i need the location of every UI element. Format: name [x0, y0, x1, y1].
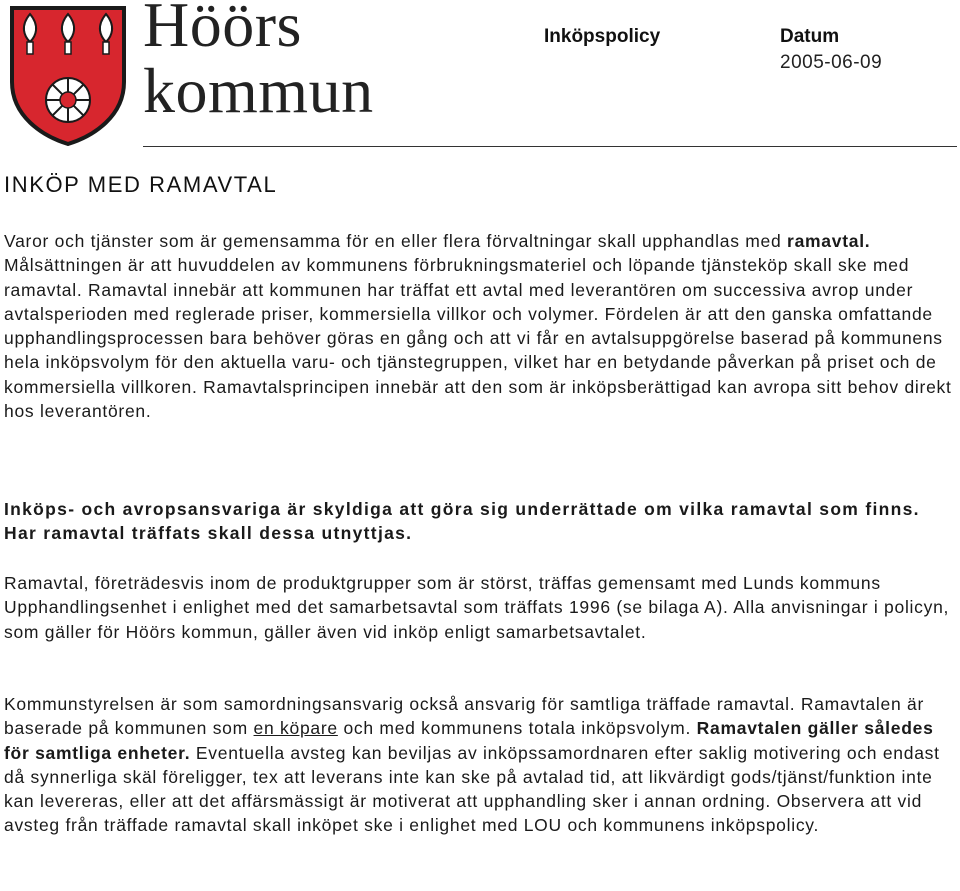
paragraph-cooperation: Ramavtal, företrädesvis inom de produktgrupper som är störst, träffas gemensamt med Lunds kommuns Upphandlingsenhet i enlighet med det samarbetsavtal som träffats 1996 (se bilaga A). Alla anvisningar i policyn, som gäller för Höörs kommun, gäller även vid inköp enligt samarbetsavtalet.: [4, 573, 950, 642]
text-run: Kommunstyrelsen är som samordningsansvarig också ansvarig för samtliga träffade ramavtal. Ramavtalen är baserade på kommunen som: [4, 694, 925, 739]
text-run: och med kommunens totala inköpsvolym.: [337, 718, 697, 739]
logo-subtitle: kommun: [143, 55, 374, 126]
text-run: Eventuella avsteg kan beviljas av inköpssamordnaren efter saklig motivering och endast då synnerliga skäl föreligger, tex att leverans inte kan ske på avtalad tid, att likvärdigt gods/tjänst/funktion inte kan levereras, eller att det affärsmässigt är motiverat att upphandling sker i annan ordning. Observera att vid avsteg från träffade ramavtal skall inköpet ske i enlighet med LOU och kommunens inköpspolicy.: [4, 742, 940, 836]
section-title: INKÖP MED RAMAVTAL: [4, 172, 278, 197]
header-divider: [143, 146, 957, 147]
paragraph-obligation: Inköps- och avropsansvariga är skyldiga att göra sig underrättade om vilka ramavtal som finns. Har ramavtal träffats skall dessa utnyttjas.: [4, 499, 920, 544]
document-type: Inköpspolicy: [544, 26, 661, 47]
paragraph-ramavtal-intro: [4, 229, 954, 423]
date-value: 2005-06-09: [780, 52, 883, 73]
text-run: Målsättningen är att huvuddelen av kommunens förbrukningsmateriel och löpande tjänsteköp skall ske med ramavtal. Ramavtal innebär att kommunen har träffat ett avtal med leverantören om successiva avrop under avtalsperioden med reglerade priser, kommersiella villkor och volymer. Fördelen är att den ganska omfattande upphandlingsprocessen bara behöver göras en gång och att vi får en avtalsuppgörelse baserad på kommunens hela inköpsvolym för den aktuella varu- och tjänstegruppen, vilket har en betydande påverkan på priset och de kommersiella villkoren. Ramavtalsprincipen innebär att den som är inköpsberättigad kan avropa sitt behov direkt hos leverantören.: [4, 255, 952, 422]
text-run: Varor och tjänster som är gemensamma för en eller flera förvaltningar skall upphandlas med: [4, 231, 788, 251]
underlined-term: en köpare: [253, 718, 338, 739]
paragraph-responsibility: [4, 692, 954, 838]
bold-term: ramavtal.: [787, 231, 871, 251]
logo-title: Höörs: [143, 0, 302, 60]
bold-statement: Ramavtalen gäller således för samtliga enheter.: [4, 718, 934, 763]
coat-of-arms-logo: [8, 4, 128, 146]
date-label: Datum: [780, 26, 840, 47]
